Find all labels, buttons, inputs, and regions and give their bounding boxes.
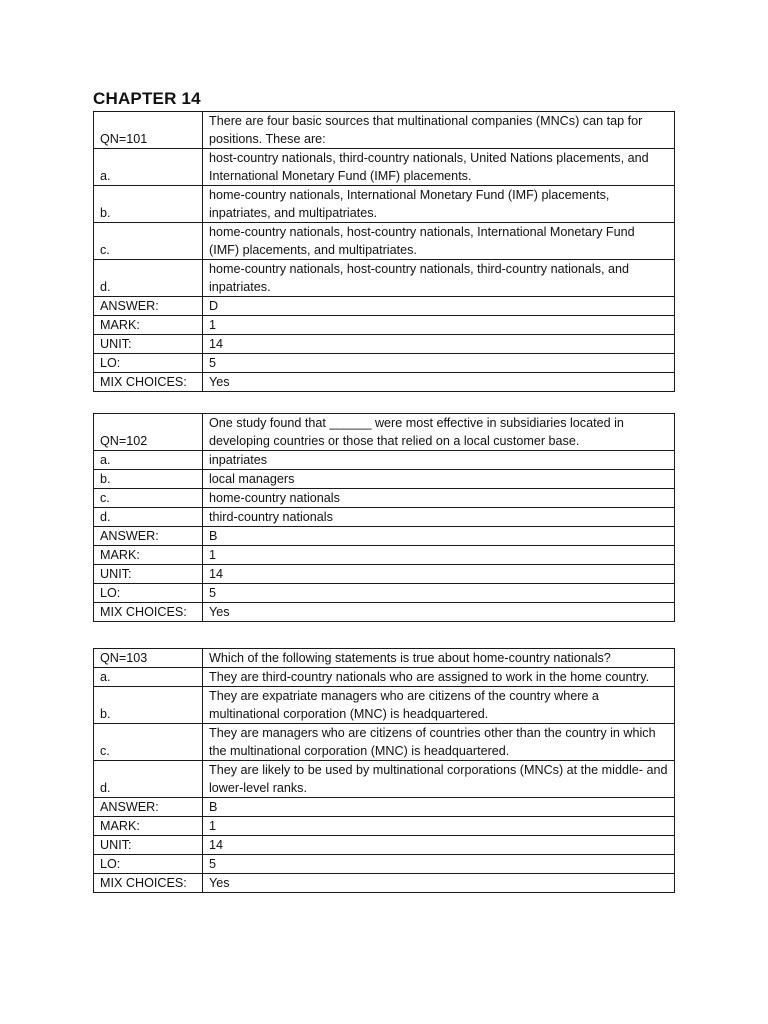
option-row [94, 508, 675, 527]
meta-row-answer [94, 527, 675, 546]
option-text: They are third-country nationals who are assigned to work in the home country. [203, 668, 675, 687]
meta-value: 5 [203, 354, 675, 373]
option-label: c. [94, 223, 203, 260]
option-label: d. [94, 761, 203, 798]
question-row [94, 112, 675, 149]
option-row [94, 223, 675, 260]
option-text: third-country nationals [203, 508, 675, 527]
option-row [94, 470, 675, 489]
option-text: home-country nationals [203, 489, 675, 508]
option-label: c. [94, 724, 203, 761]
option-text: inpatriates [203, 451, 675, 470]
option-text: home-country nationals, International Monetary Fund (IMF) placements, inpatriates, and multipatriates. [203, 186, 675, 223]
option-row [94, 186, 675, 223]
meta-value: 1 [203, 817, 675, 836]
option-text: local managers [203, 470, 675, 489]
option-row [94, 149, 675, 186]
option-label: d. [94, 508, 203, 527]
meta-label: UNIT: [94, 335, 203, 354]
option-text: They are managers who are citizens of countries other than the country in which the multinational corporation (MNC) is headquartered. [203, 724, 675, 761]
meta-label: LO: [94, 855, 203, 874]
question-table-103 [93, 648, 675, 893]
meta-row-lo [94, 584, 675, 603]
meta-value: 5 [203, 584, 675, 603]
meta-value: 14 [203, 836, 675, 855]
meta-label: MIX CHOICES: [94, 874, 203, 893]
meta-row-unit [94, 836, 675, 855]
question-text: There are four basic sources that multinational companies (MNCs) can tap for positions. These are: [203, 112, 675, 149]
meta-row-mark [94, 316, 675, 335]
meta-value: B [203, 527, 675, 546]
meta-row-mix-choices [94, 603, 675, 622]
meta-value: 1 [203, 546, 675, 565]
meta-value: 14 [203, 565, 675, 584]
meta-value: Yes [203, 874, 675, 893]
meta-row-mix-choices [94, 874, 675, 893]
meta-label: LO: [94, 584, 203, 603]
meta-label: MARK: [94, 817, 203, 836]
meta-row-answer [94, 297, 675, 316]
question-row [94, 649, 675, 668]
option-label: c. [94, 489, 203, 508]
option-row [94, 687, 675, 724]
option-label: b. [94, 186, 203, 223]
question-table-102 [93, 413, 675, 622]
option-row [94, 489, 675, 508]
meta-value: Yes [203, 373, 675, 392]
meta-row-mix-choices [94, 373, 675, 392]
question-number: QN=103 [94, 649, 203, 668]
option-label: a. [94, 451, 203, 470]
meta-value: 5 [203, 855, 675, 874]
meta-row-unit [94, 335, 675, 354]
question-number: QN=101 [94, 112, 203, 149]
meta-value: 14 [203, 335, 675, 354]
question-table-101 [93, 111, 675, 392]
meta-label: MARK: [94, 316, 203, 335]
option-row [94, 451, 675, 470]
page-title: CHAPTER 14 [93, 89, 201, 108]
option-label: a. [94, 149, 203, 186]
meta-label: UNIT: [94, 836, 203, 855]
meta-label: MIX CHOICES: [94, 373, 203, 392]
option-row [94, 761, 675, 798]
question-row [94, 414, 675, 451]
meta-row-mark [94, 817, 675, 836]
option-text: home-country nationals, host-country nationals, third-country nationals, and inpatriates. [203, 260, 675, 297]
meta-row-mark [94, 546, 675, 565]
option-label: b. [94, 470, 203, 489]
meta-label: LO: [94, 354, 203, 373]
option-label: b. [94, 687, 203, 724]
meta-label: ANSWER: [94, 527, 203, 546]
meta-row-unit [94, 565, 675, 584]
question-text: Which of the following statements is true about home-country nationals? [203, 649, 675, 668]
meta-value: D [203, 297, 675, 316]
meta-row-lo [94, 855, 675, 874]
meta-value: B [203, 798, 675, 817]
question-text: One study found that ______ were most effective in subsidiaries located in developing countries or those that relied on a local customer base. [203, 414, 675, 451]
meta-label: ANSWER: [94, 297, 203, 316]
option-row [94, 260, 675, 297]
option-label: a. [94, 668, 203, 687]
option-text: home-country nationals, host-country nationals, International Monetary Fund (IMF) placements, and multipatriates. [203, 223, 675, 260]
meta-label: UNIT: [94, 565, 203, 584]
meta-value: 1 [203, 316, 675, 335]
option-text: They are expatriate managers who are citizens of the country where a multinational corporation (MNC) is headquartered. [203, 687, 675, 724]
option-text: They are likely to be used by multinational corporations (MNCs) at the middle- and lower-level ranks. [203, 761, 675, 798]
meta-label: MARK: [94, 546, 203, 565]
option-row [94, 668, 675, 687]
meta-row-lo [94, 354, 675, 373]
meta-label: ANSWER: [94, 798, 203, 817]
meta-row-answer [94, 798, 675, 817]
option-label: d. [94, 260, 203, 297]
meta-label: MIX CHOICES: [94, 603, 203, 622]
meta-value: Yes [203, 603, 675, 622]
option-text: host-country nationals, third-country nationals, United Nations placements, and International Monetary Fund (IMF) placements. [203, 149, 675, 186]
question-number: QN=102 [94, 414, 203, 451]
option-row [94, 724, 675, 761]
